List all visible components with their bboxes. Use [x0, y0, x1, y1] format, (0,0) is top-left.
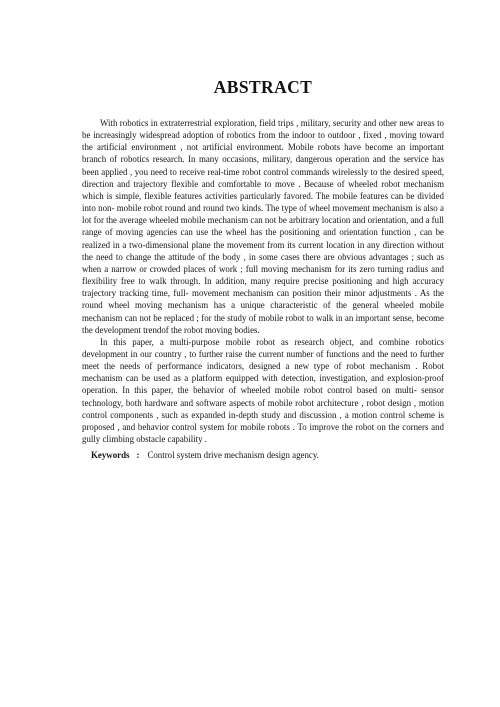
keywords-text: Control system drive mechanism design agency. — [147, 450, 319, 461]
keywords-line — [82, 449, 444, 461]
abstract-paragraph-2: In this paper, a multi-purpose mobile robot as research object, and combine robotics development in our country , to further raise the current number of functions and the need to further meet the needs of performance indicators, designed a new type of robot mechanism . Robot mechanism can be used as a platform equipped with detection, investigation, and explosion-proof operation. In this paper, the behavior of wheeled mobile robot control based on multi- sensor technology, both hardware and software aspects of mobile robot architecture , robot design , motion control components , such as expanded in-depth study and discussion , a motion control scheme is proposed , and behavior control system for mobile robots . To improve the robot on the corners and gully climbing obstacle capability . — [82, 336, 444, 445]
abstract-paragraph-1: With robotics in extraterrestrial exploration, field trips , military, security and other new areas to be increasingly widespread adoption of robotics from the indoor to outdoor , fixed , moving toward the artificial environment , not artificial environment. Mobile robots have become an important branch of robotics research. In many occasions, military, dangerous operation and the service has been applied , you need to receive real-time robot control commands wirelessly to the desired speed, direction and trajectory flexible and comfortable to move . Because of wheeled robot mechanism which is simple, flexible features activities particularly favored. The mobile features can be divided into non- mobile robot round and round two kinds. The type of wheel movement mechanism is also a lot for the average wheeled mobile mechanism can not be arbitrary location and orientation, and a full range of moving agencies can use the wheel has the positioning and orientation function , can be realized in a two-dimensional plane the movement from its current location in any direction without the need to change the attitude of the body , in some cases there are obvious advantages ; such as when a narrow or crowded places of work ; full moving mechanism for its zero turning radius and flexibility free to walk through. In addition, many require precise positioning and high accuracy trajectory tracking time, full- movement mechanism can position their minor adjustments . As the round wheel moving mechanism has a unique characteristic of the general wheeled mobile mechanism can not be replaced ; for the study of mobile robot to walk in an important sense, become the development trendof the robot moving bodies. — [82, 118, 445, 335]
abstract-body — [82, 117, 444, 445]
abstract-page — [82, 76, 444, 461]
keywords-label: Keywords — [91, 450, 130, 461]
abstract-title: ABSTRACT — [213, 77, 313, 97]
keywords-separator: : — [136, 450, 140, 461]
